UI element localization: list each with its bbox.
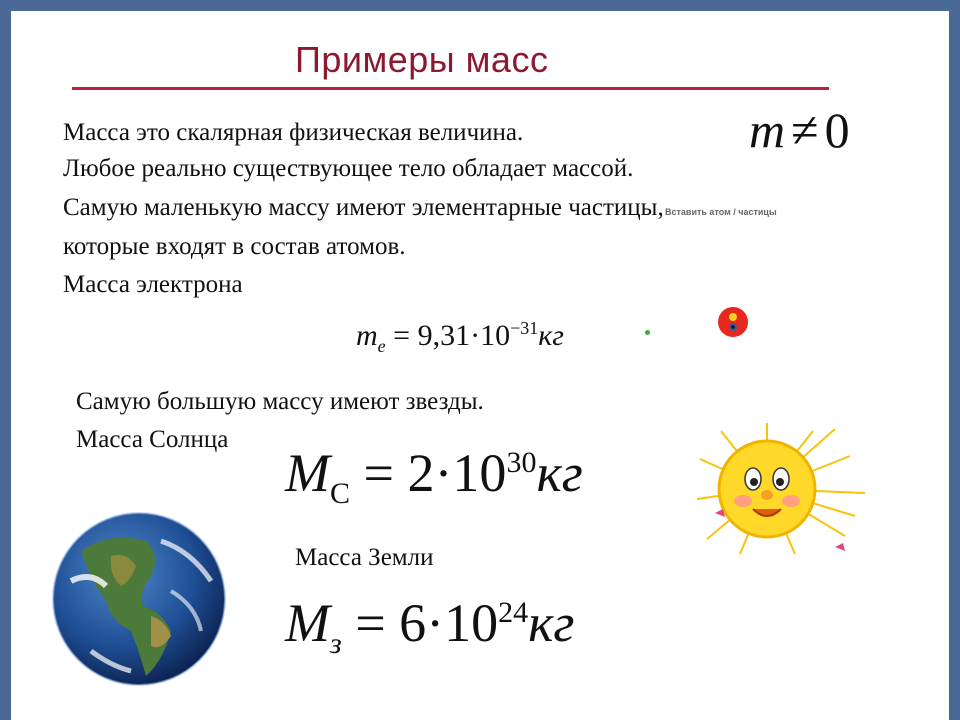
- slide-title: Примеры масс: [295, 39, 549, 80]
- text-line-1: Масса это скалярная физическая величина.: [63, 119, 524, 146]
- overlay-caption: Вставить атом / частицы: [665, 207, 777, 217]
- sun-mass-formula: $M_С = 2\cdot 10^{30}кг$: [285, 443, 583, 510]
- text-line-4: которые входят в состав атомов.: [63, 233, 406, 260]
- text-line-2: Любое реально существующее тело обладает массой.: [63, 155, 634, 182]
- slide: [11, 11, 949, 720]
- text-line-5: Масса электрона: [63, 271, 243, 298]
- earth-label: Масса Земли: [295, 544, 434, 571]
- text-line-3: Самую маленькую массу имеют элементарные частицы,: [63, 194, 664, 221]
- sun-label: Масса Солнца: [76, 426, 229, 453]
- earth-mass-formula: $M_з = 6\cdot 10^{24}кг$: [285, 593, 575, 660]
- title-underline: [72, 87, 829, 90]
- mass-not-zero-formula: m ≠ 0: [749, 102, 850, 158]
- atom-icon: [715, 306, 751, 342]
- electron-dot: [645, 330, 650, 335]
- earth-picture: [51, 511, 227, 687]
- electron-mass-formula: $m_e = 9,31\cdot 10^{-31}кг$: [356, 318, 564, 356]
- stars-line: Самую большую массу имеют звезды.: [76, 388, 484, 415]
- sun-picture: [695, 421, 870, 556]
